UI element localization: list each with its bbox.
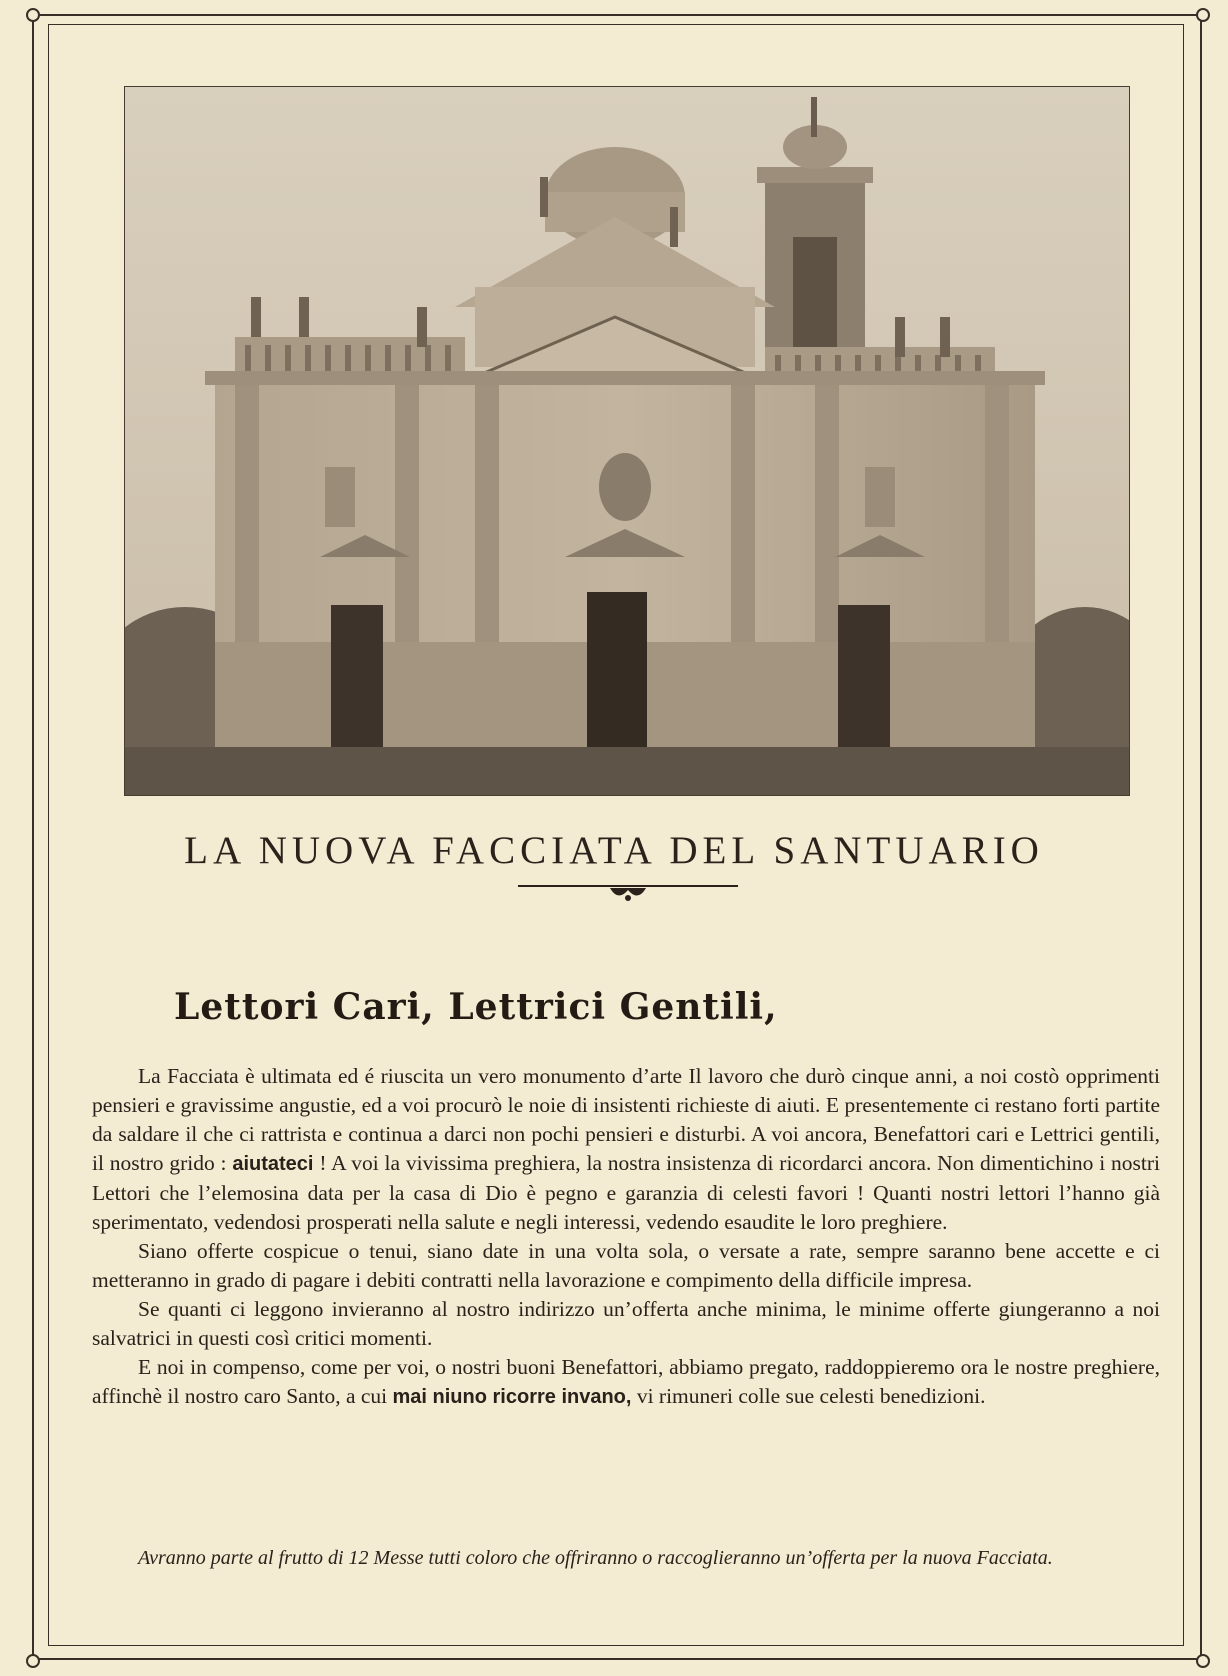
corner-ornament-icon <box>1196 8 1210 22</box>
article-body <box>92 1062 1160 1412</box>
page-title: LA NUOVA FACCIATA DEL SANTUARIO <box>184 829 1044 872</box>
corner-ornament-icon <box>26 8 40 22</box>
paragraph-text: ! A voi la vivissima preghiera, la nostra insistenza di ricordarci ancora. Non dimentichino i nostri Lettori che l’elemosina data per la casa di Dio è pegno e garanzia di celesti favori ! Quanti nostri lettori l’hanno già sperimentato, vedendosi prosperati nella salute e negli interessi, vedendo esaudite le loro preghiere. <box>92 1151 1161 1234</box>
greeting-heading: Lettori Cari, Lettrici Gentili, <box>174 986 778 1028</box>
church-facade-photo-icon <box>125 87 1130 796</box>
emphasis-text: mai niuno ricorre invano, <box>392 1386 632 1408</box>
church-facade-photo <box>124 86 1130 796</box>
paragraph-3: Se quanti ci leggono invieranno al nostro indirizzo un’offerta anche minima, le minime offerte giungeranno a noi salvatrici in questi così critici momenti. <box>92 1297 1160 1350</box>
corner-ornament-icon <box>1196 1654 1210 1668</box>
paragraph-2: Siano offerte cospicue o tenui, siano date in una volta sola, o versate a rate, sempre saranno bene accette e ci metteranno in grado di pagare i debiti contratti nella lavorazione e compimento della difficile impresa. <box>92 1239 1160 1292</box>
paragraph-4 <box>92 1353 1160 1412</box>
divider-ornament-icon <box>518 882 738 906</box>
closing-note: Avranno parte al frutto di 12 Messe tutti coloro che offriranno o raccoglieranno un’offerta per la nuova Facciata. <box>138 1547 1053 1569</box>
emphasis-text: aiutateci <box>232 1153 314 1175</box>
paragraph-1 <box>92 1062 1160 1237</box>
paragraph-text: La Facciata è ultimata ed é riuscita un vero monumento d’arte Il lavoro che durò cinque anni, a noi costò opprimenti pensieri e gravissime angustie, ed a voi procurò le noie di insistenti richieste di aiuti. E presentemente ci restano forti partite da saldare il che ci rattrista e continua a darci non pochi pensieri e disturbi. A voi ancora, Benefattori cari e Lettrici gentili, il nostro grido : <box>92 1064 1160 1175</box>
paragraph-text: E noi in compenso, come per voi, o nostri buoni Benefattori, abbiamo pregato, raddoppieremo ora le nostre preghiere, affinchè il nostro caro Santo, a cui <box>92 1355 1160 1408</box>
corner-ornament-icon <box>26 1654 40 1668</box>
paragraph-text: vi rimuneri colle sue celesti benedizioni. <box>636 1384 986 1408</box>
